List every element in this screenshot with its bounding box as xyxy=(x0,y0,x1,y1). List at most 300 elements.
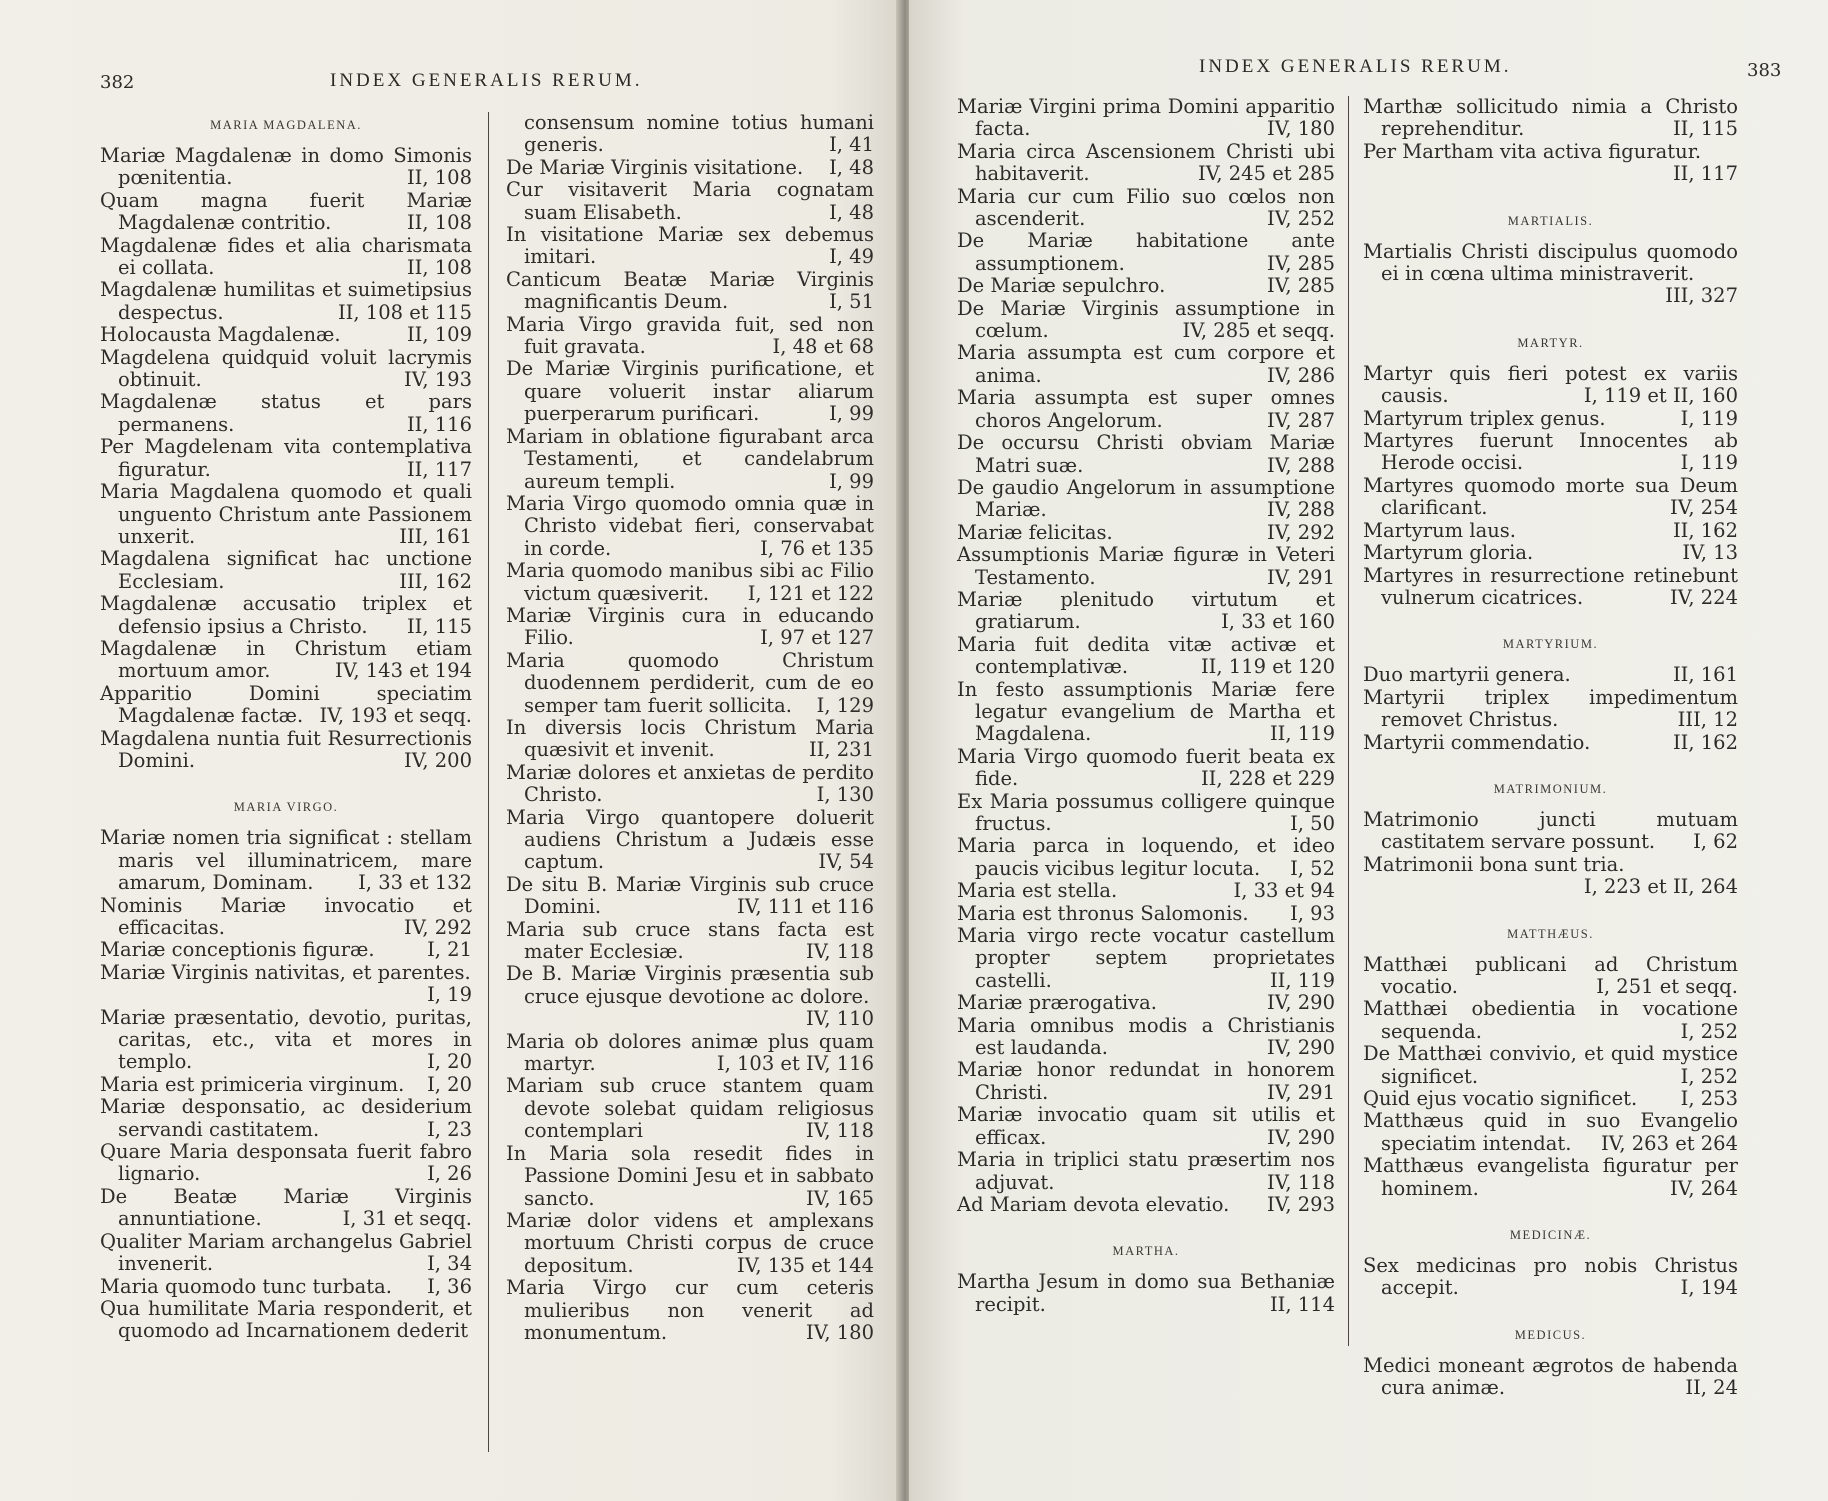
entry-text: De Mariæ habitatione ante assumptionem. xyxy=(957,229,1335,275)
index-entry xyxy=(100,391,472,436)
entry-reference: IV, 118 xyxy=(806,1119,874,1143)
index-entry xyxy=(957,141,1335,186)
entry-text: Martyrii commendatio. xyxy=(1363,730,1591,754)
index-entry xyxy=(100,548,472,593)
index-entry xyxy=(506,1277,874,1344)
entry-reference: IV, 290 xyxy=(1267,1125,1335,1149)
entry-reference: I, 36 xyxy=(427,1274,472,1298)
entry-text: Mariæ Magdalenæ in domo Simonis pœnitentia. xyxy=(100,144,472,190)
entry-text: De Mariæ Virginis purificatione, et quare voluerit instar aliarum puerperarum purificari. xyxy=(506,357,874,426)
index-entry xyxy=(957,522,1335,544)
index-entry xyxy=(957,1194,1335,1216)
entry-reference: IV, 263 et 264 xyxy=(1601,1131,1738,1155)
index-entry xyxy=(100,235,472,280)
entry-reference: I, 130 xyxy=(816,783,874,807)
entry-text: Maria est thronus Salomonis. xyxy=(957,901,1249,925)
entry-text: Magdalenæ humilitas et suimetipsius despectus. xyxy=(100,278,472,324)
entry-text: De Mariæ Virginis assumptione in cœlum. xyxy=(957,296,1335,343)
index-entry xyxy=(506,919,874,964)
entry-text: Quare Maria desponsata fuerit fabro lignario. xyxy=(100,1140,472,1186)
entry-text: Maria circa Ascensionem Christi ubi habitaverit. xyxy=(957,139,1335,186)
entry-reference: IV, 245 et 285 xyxy=(1198,162,1335,186)
entry-reference: I, 41 xyxy=(829,133,874,157)
entry-reference: I, 31 et seqq. xyxy=(342,1207,472,1231)
index-entry xyxy=(100,1186,472,1231)
entry-reference: III, 327 xyxy=(1665,284,1738,308)
right-column-1 xyxy=(957,96,1335,1316)
entry-text: Martyrum gloria. xyxy=(1363,541,1534,565)
index-entry xyxy=(100,481,472,548)
entry-text: Magdalenæ in Christum etiam mortuum amor. xyxy=(100,636,472,683)
entry-reference: IV, 292 xyxy=(404,916,472,939)
entry-reference: I, 48 xyxy=(829,200,874,224)
entry-text: Mariæ dolor videns et amplexans mortuum Christi corpus de cruce depositum. xyxy=(506,1208,874,1277)
index-entry xyxy=(100,190,472,235)
entry-reference: II, 108 xyxy=(406,256,472,280)
section-heading: MARTYRIUM. xyxy=(1502,637,1599,652)
entry-reference: I, 253 xyxy=(1680,1087,1738,1110)
index-entry xyxy=(100,1231,472,1276)
entry-reference: I, 33 et 160 xyxy=(1221,610,1335,634)
entry-reference: IV, 285 et seqq. xyxy=(1182,319,1335,343)
entry-reference: II, 162 xyxy=(1672,518,1738,542)
index-entry xyxy=(957,186,1335,231)
entry-text: Medici moneant ægrotos de habenda cura animæ. xyxy=(1363,1353,1738,1400)
entry-text: Magdalena nuntia fuit Resurrectionis Domini. xyxy=(100,726,472,772)
entry-text: Canticum Beatæ Mariæ Virginis magnificantis Deum. xyxy=(506,267,874,314)
entry-reference: II, 114 xyxy=(1269,1292,1335,1316)
index-entry xyxy=(957,1149,1335,1194)
entry-reference: II, 109 xyxy=(406,323,472,347)
entry-text: Maria assumpta est cum corpore et anima. xyxy=(957,341,1335,387)
entry-text: Maria Virgo quomodo fuerit beata ex fide. xyxy=(957,744,1335,791)
entry-text: Maria quomodo manibus sibi ac Filio victum quæsiverit. xyxy=(506,559,874,605)
index-entry xyxy=(100,728,472,773)
entry-reference: I, 19 xyxy=(427,983,472,1007)
entry-text: Maria ob dolores animæ plus quam martyr. xyxy=(506,1029,874,1076)
entry-text: Quid ejus vocatio significet. xyxy=(1363,1087,1638,1110)
index-entry xyxy=(1363,1043,1738,1088)
index-entry xyxy=(506,112,874,157)
index-entry xyxy=(506,605,874,650)
entry-text: Martyres fuerunt Innocentes ab Herode occisi. xyxy=(1363,429,1738,475)
entry-reference: IV, 293 xyxy=(1267,1192,1335,1216)
index-entry xyxy=(100,1074,472,1096)
index-entry xyxy=(957,1104,1335,1149)
entry-reference: II, 108 xyxy=(406,211,472,235)
index-entry xyxy=(100,347,472,392)
index-entry xyxy=(506,650,874,717)
entry-text: Matrimonii bona sunt tria. xyxy=(1363,852,1625,876)
entry-text: Matthæus evangelista figuratur per hominem. xyxy=(1363,1154,1738,1200)
entry-text: Qualiter Mariam archangelus Gabriel invenerit. xyxy=(100,1229,472,1276)
entry-text: In diversis locis Christum Maria quæsivit et invenit. xyxy=(506,715,874,762)
entry-text: Per Magdelenam vita contemplativa figuratur. xyxy=(100,435,472,481)
entry-reference: II, 162 xyxy=(1672,730,1738,754)
entry-text: De situ B. Mariæ Virginis sub cruce Domini. xyxy=(506,872,874,919)
entry-reference: I, 51 xyxy=(829,290,874,314)
entry-reference: IV, 288 xyxy=(1267,498,1335,522)
index-entry xyxy=(957,342,1335,387)
index-entry xyxy=(100,939,472,961)
entry-reference: II, 108 et 115 xyxy=(337,300,472,324)
index-entry xyxy=(100,827,472,894)
entry-text: Sex medicinas pro nobis Christus accepit. xyxy=(1363,1254,1738,1300)
index-entry xyxy=(957,746,1335,791)
entry-text: Martyrii triplex impedimentum removet Christus. xyxy=(1363,685,1738,732)
right-running-head: INDEX GENERALIS RERUM. xyxy=(1199,56,1512,77)
entry-text: Matthæi obedientia in vocatione sequenda. xyxy=(1363,997,1738,1043)
entry-text: Apparitio Domini speciatim Magdalenæ factæ. xyxy=(100,681,472,728)
entry-text: Holocausta Magdalenæ. xyxy=(100,323,341,347)
entry-text: Maria est stella. xyxy=(957,879,1118,903)
entry-reference: IV, 290 xyxy=(1267,1036,1335,1060)
entry-text: Magdalenæ status et pars permanens. xyxy=(100,390,472,436)
index-entry xyxy=(1363,954,1738,999)
entry-reference: I, 252 xyxy=(1680,1019,1738,1043)
entry-reference: I, 21 xyxy=(427,938,472,962)
entry-text: Maria est primiceria virginum. xyxy=(100,1072,405,1096)
index-entry xyxy=(100,962,472,1007)
index-entry xyxy=(1363,363,1738,408)
entry-text: Mariæ dolores et anxietas de perdito Christo. xyxy=(506,760,874,807)
entry-reference: I, 103 et IV, 116 xyxy=(716,1052,874,1076)
entry-text: Assumptionis Mariæ figuræ in Veteri Testamento. xyxy=(957,543,1335,589)
entry-reference: I, 48 xyxy=(829,155,874,179)
index-entry xyxy=(957,96,1335,141)
entry-reference: I, 97 et 127 xyxy=(760,626,874,650)
index-entry xyxy=(506,224,874,269)
index-entry xyxy=(957,880,1335,902)
entry-text: In visitatione Mariæ sex debemus imitari. xyxy=(506,223,874,269)
entry-text: Maria quomodo tunc turbata. xyxy=(100,1274,392,1298)
entry-text: Mariæ felicitas. xyxy=(957,520,1113,544)
entry-reference: II, 115 xyxy=(1672,117,1738,141)
entry-reference: IV, 288 xyxy=(1267,453,1335,477)
entry-text: Mariæ prærogativa. xyxy=(957,991,1157,1015)
entry-text: De B. Mariæ Virginis præsentia sub cruce ejusque devotione ac dolore. xyxy=(506,962,874,1008)
index-entry xyxy=(1363,408,1738,430)
column-divider xyxy=(488,112,489,1452)
entry-reference: IV, 286 xyxy=(1267,363,1335,387)
section-heading: MARIA VIRGO. xyxy=(233,800,339,815)
entry-reference: II, 231 xyxy=(808,738,874,762)
index-entry xyxy=(506,1075,874,1142)
entry-text: Magdalena significat hac unctione Ecclesiam. xyxy=(100,547,472,593)
entry-text: Mariæ desponsatio, ac desiderium servandi castitatem. xyxy=(100,1095,472,1141)
entry-reference: I, 119 xyxy=(1680,406,1738,430)
index-entry xyxy=(506,314,874,359)
index-entry xyxy=(1363,687,1738,732)
entry-text: Mariæ conceptionis figuræ. xyxy=(100,938,375,962)
index-entry xyxy=(1363,1088,1738,1110)
index-entry xyxy=(957,791,1335,836)
entry-reference: IV, 110 xyxy=(806,1007,874,1031)
entry-text: In Maria sola resedit fides in Passione Domini Jesu et in sabbato sancto. xyxy=(506,1141,874,1210)
left-page xyxy=(0,0,903,1501)
entry-reference: I, 26 xyxy=(427,1162,472,1186)
entry-reference: II, 228 et 229 xyxy=(1200,767,1335,791)
entry-reference: II, 115 xyxy=(406,614,472,638)
entry-reference: I, 129 xyxy=(816,693,874,717)
entry-text: Cur visitaverit Maria cognatam suam Elisabeth. xyxy=(506,178,874,224)
entry-reference: I, 34 xyxy=(427,1252,472,1276)
index-entry xyxy=(1363,96,1738,141)
entry-reference: IV, 193 et seqq. xyxy=(319,704,472,728)
entry-text: Mariæ nomen tria significat : stellam maris vel illuminatricem, mare amarum, Dominam. xyxy=(100,826,472,895)
entry-reference: I, 62 xyxy=(1693,830,1738,854)
index-entry xyxy=(506,157,874,179)
entry-reference: IV, 54 xyxy=(818,850,874,874)
index-entry xyxy=(1363,1155,1738,1200)
entry-text: Maria sub cruce stans facta est mater Ecclesiæ. xyxy=(506,917,874,964)
index-entry xyxy=(1363,475,1738,520)
entry-reference: I, 23 xyxy=(427,1117,472,1141)
entry-reference: IV, 291 xyxy=(1267,565,1335,589)
entry-text: Mariam sub cruce stantem quam devote solebat quidam religiosus contemplari xyxy=(506,1074,874,1143)
entry-text: Maria omnibus modis a Christianis est laudanda. xyxy=(957,1013,1335,1060)
index-entry xyxy=(957,1059,1335,1104)
entry-reference: IV, 193 xyxy=(404,368,472,392)
entry-text: Maria fuit dedita vitæ activæ et contemplativæ. xyxy=(957,632,1335,679)
entry-text: Quam magna fuerit Mariæ Magdalenæ contritio. xyxy=(100,188,472,235)
index-entry xyxy=(100,593,472,638)
section-heading: MATTHÆUS. xyxy=(1507,926,1594,941)
entry-reference: IV, 285 xyxy=(1267,251,1335,275)
entry-reference: I, 52 xyxy=(1290,856,1335,880)
left-column-2 xyxy=(506,112,874,1344)
index-entry xyxy=(100,1096,472,1141)
entry-reference: I, 119 et II, 160 xyxy=(1583,384,1738,408)
index-entry xyxy=(100,1298,472,1343)
index-entry xyxy=(100,436,472,481)
index-entry xyxy=(957,230,1335,275)
entry-text: Maria cur cum Filio suo cœlos non ascenderit. xyxy=(957,184,1335,231)
index-entry xyxy=(1363,809,1738,854)
entry-text: Martyres in resurrectione retinebunt vulnerum cicatrices. xyxy=(1363,563,1738,609)
entry-reference: I, 93 xyxy=(1290,901,1335,925)
entry-text: De occursu Christi obviam Mariæ Matri suæ. xyxy=(957,431,1335,477)
index-entry xyxy=(506,179,874,224)
index-entry xyxy=(100,1276,472,1298)
entry-reference: I, 252 xyxy=(1680,1064,1738,1088)
entry-reference: I, 50 xyxy=(1290,812,1335,835)
index-entry xyxy=(506,560,874,605)
entry-reference: I, 48 et 68 xyxy=(772,335,874,359)
index-entry xyxy=(1363,664,1738,686)
entry-text: Matthæi publicani ad Christum vocatio. xyxy=(1363,952,1738,998)
entry-text: Marthæ sollicitudo nimia a Christo reprehenditur. xyxy=(1363,95,1738,141)
entry-text: consensum nomine totius humani generis. xyxy=(524,111,874,157)
entry-reference: IV, 291 xyxy=(1267,1080,1335,1104)
entry-reference: IV, 165 xyxy=(806,1186,874,1210)
entry-reference: II, 119 xyxy=(1269,968,1335,992)
entry-text: Maria Virgo gravida fuit, sed non fuit gravata. xyxy=(506,312,874,359)
entry-reference: IV, 118 xyxy=(1267,1170,1335,1194)
index-entry xyxy=(957,432,1335,477)
index-entry xyxy=(1363,520,1738,542)
index-entry xyxy=(957,903,1335,925)
index-entry xyxy=(506,1031,874,1076)
index-entry xyxy=(100,895,472,940)
entry-reference: I, 49 xyxy=(829,245,874,269)
index-entry xyxy=(506,963,874,1030)
section-heading: MARTHA. xyxy=(1112,1244,1180,1259)
entry-reference: II, 117 xyxy=(1672,162,1738,186)
section-heading: MARTYR. xyxy=(1517,335,1584,350)
entry-text: Martha Jesum in domo sua Bethaniæ recipit. xyxy=(957,1270,1335,1316)
section-heading: MARIA MAGDALENA. xyxy=(210,118,362,132)
entry-reference: II, 119 xyxy=(1269,722,1335,746)
entry-text: Duo martyrii genera. xyxy=(1363,663,1571,687)
right-page-number: 383 xyxy=(1747,60,1782,81)
index-entry xyxy=(1363,241,1738,308)
entry-reference: III, 162 xyxy=(399,569,472,593)
index-entry xyxy=(100,279,472,324)
entry-text: Ex Maria possumus colligere quinque fructus. xyxy=(957,789,1335,835)
entry-text: Mariam in oblatione figurabant arca Testamenti, et candelabrum aureum templi. xyxy=(506,424,874,493)
section-heading: MATRIMONIUM. xyxy=(1493,781,1608,796)
entry-reference: II, 116 xyxy=(406,412,472,436)
index-entry xyxy=(506,358,874,425)
entry-text: De gaudio Angelorum in assumptione Mariæ. xyxy=(957,475,1335,522)
entry-reference: II, 119 et 120 xyxy=(1200,655,1335,679)
left-column-1 xyxy=(100,112,472,1343)
entry-reference: IV, 292 xyxy=(1267,520,1335,544)
entry-reference: I, 119 xyxy=(1680,451,1738,475)
entry-reference: I, 33 et 94 xyxy=(1233,879,1335,903)
index-entry xyxy=(957,634,1335,679)
entry-text: Magdalenæ fides et alia charismata ei collata. xyxy=(100,233,472,280)
entry-reference: I, 99 xyxy=(829,402,874,426)
entry-text: Maria in triplici statu præsertim nos adjuvat. xyxy=(957,1148,1335,1194)
entry-text: Maria Magdalena quomodo et quali unguento Christum ante Passionem unxerit. xyxy=(100,480,472,548)
entry-reference: IV, 287 xyxy=(1267,408,1335,432)
index-entry xyxy=(100,324,472,346)
section-heading: MARTIALIS. xyxy=(1507,213,1594,228)
entry-text: De Beatæ Mariæ Virginis annuntiatione. xyxy=(100,1184,472,1231)
entry-text: Mariæ plenitudo virtutum et gratiarum. xyxy=(957,587,1335,634)
entry-text: Maria virgo recte vocatur castellum propter septem proprietates castelli. xyxy=(957,924,1335,992)
index-entry xyxy=(100,683,472,728)
entry-reference: IV, 285 xyxy=(1267,274,1335,298)
entry-text: De Matthæi convivio, et quid mystice significet. xyxy=(1363,1042,1738,1088)
entry-text: Martialis Christi discipulus quomodo ei in cœna ultima ministraverit. xyxy=(1363,239,1738,286)
index-entry xyxy=(1363,565,1738,610)
index-entry xyxy=(957,589,1335,634)
entry-text: Magdalenæ accusatio triplex et defensio ipsius a Christo. xyxy=(100,592,472,638)
entry-reference: IV, 200 xyxy=(404,748,472,772)
entry-reference: II, 108 xyxy=(406,166,472,190)
entry-reference: IV, 118 xyxy=(806,940,874,964)
entry-text: De Mariæ sepulchro. xyxy=(957,274,1166,298)
entry-reference: IV, 143 et 194 xyxy=(335,659,472,683)
index-entry xyxy=(506,269,874,314)
entry-text: Martyr quis fieri potest ex variis causis. xyxy=(1363,361,1738,408)
index-entry xyxy=(957,477,1335,522)
entry-text: Matrimonio juncti mutuam castitatem servare possunt. xyxy=(1363,807,1738,854)
index-entry xyxy=(957,835,1335,880)
index-entry xyxy=(957,1015,1335,1060)
entry-reference: II, 161 xyxy=(1672,663,1738,687)
entry-reference: III, 12 xyxy=(1677,708,1738,732)
entry-text: Matthæus quid in suo Evangelio speciatim intendat. xyxy=(1363,1109,1738,1155)
entry-text: Martyrum triplex genus. xyxy=(1363,406,1606,430)
entry-reference: II, 24 xyxy=(1685,1376,1738,1400)
entry-reference: II, 117 xyxy=(406,457,472,481)
entry-text: De Mariæ Virginis visitatione. xyxy=(506,155,804,179)
index-entry xyxy=(1363,1110,1738,1155)
index-entry xyxy=(1363,141,1738,186)
index-entry xyxy=(506,493,874,560)
index-entry xyxy=(1363,1355,1738,1400)
entry-text: Mariæ invocatio quam sit utilis et efficax. xyxy=(957,1103,1335,1149)
index-entry xyxy=(957,925,1335,992)
entry-reference: I, 223 et II, 264 xyxy=(1583,875,1738,899)
right-column-2 xyxy=(1363,96,1738,1400)
entry-text: Mariæ honor redundat in honorem Christi. xyxy=(957,1058,1335,1104)
index-entry xyxy=(1363,854,1738,899)
entry-text: In festo assumptionis Mariæ fere legatur evangelium de Martha et Magdalena. xyxy=(957,677,1335,746)
entry-reference: IV, 290 xyxy=(1267,991,1335,1015)
entry-reference: IV, 135 et 144 xyxy=(737,1253,874,1277)
entry-reference: I, 76 et 135 xyxy=(760,536,874,560)
index-entry xyxy=(506,762,874,807)
entry-reference: IV, 252 xyxy=(1267,207,1335,231)
left-running-head: INDEX GENERALIS RERUM. xyxy=(330,70,643,91)
left-page-number: 382 xyxy=(100,72,135,93)
entry-text: Nominis Mariæ invocatio et efficacitas. xyxy=(100,893,472,939)
entry-text: Mariæ Virginis cura in educando Filio. xyxy=(506,603,874,650)
index-entry xyxy=(100,145,472,190)
entry-reference: IV, 224 xyxy=(1670,585,1738,609)
entry-reference: I, 20 xyxy=(427,1072,472,1096)
index-entry xyxy=(1363,542,1738,564)
entry-text: Maria Virgo quomodo omnia quæ in Christo videbat fieri, conservabat in corde. xyxy=(506,491,874,560)
entry-text: Mariæ Virgini prima Domini apparitio facta. xyxy=(957,95,1335,141)
index-entry xyxy=(506,1143,874,1210)
index-entry xyxy=(1363,998,1738,1043)
entry-text: Qua humilitate Maria responderit, et quomodo ad Incarnationem dederit xyxy=(100,1296,472,1343)
entry-reference: I, 99 xyxy=(829,469,874,493)
entry-reference: IV, 264 xyxy=(1670,1176,1738,1200)
entry-reference: IV, 254 xyxy=(1670,496,1738,520)
entry-text: Mariæ præsentatio, devotio, puritas, caritas, etc., vita et mores in templo. xyxy=(100,1005,472,1074)
index-entry xyxy=(957,1271,1335,1316)
entry-text: Maria Virgo quantopere doluerit audiens Christum a Judæis esse captum. xyxy=(506,805,874,874)
entry-text: Ad Mariam devota elevatio. xyxy=(957,1192,1230,1216)
index-entry xyxy=(506,807,874,874)
index-entry xyxy=(100,1141,472,1186)
index-entry xyxy=(957,387,1335,432)
index-entry xyxy=(957,544,1335,589)
entry-reference: I, 121 et 122 xyxy=(747,581,874,605)
index-entry xyxy=(506,717,874,762)
entry-text: Maria parca in loquendo, et ideo paucis vicibus legitur locuta. xyxy=(957,834,1335,880)
index-entry xyxy=(957,298,1335,343)
index-entry xyxy=(100,1007,472,1074)
index-entry xyxy=(957,992,1335,1014)
column-divider xyxy=(1348,96,1349,1346)
index-entry xyxy=(506,874,874,919)
index-entry xyxy=(957,275,1335,297)
entry-text: Maria Virgo cur cum ceteris mulieribus non venerit ad monumentum. xyxy=(506,1276,874,1344)
entry-reference: III, 161 xyxy=(399,524,472,548)
entry-text: Magdelena quidquid voluit lacrymis obtinuit. xyxy=(100,345,472,392)
entry-reference: I, 251 et seqq. xyxy=(1596,974,1738,998)
entry-reference: I, 194 xyxy=(1680,1276,1738,1300)
entry-reference: I, 20 xyxy=(427,1050,472,1074)
